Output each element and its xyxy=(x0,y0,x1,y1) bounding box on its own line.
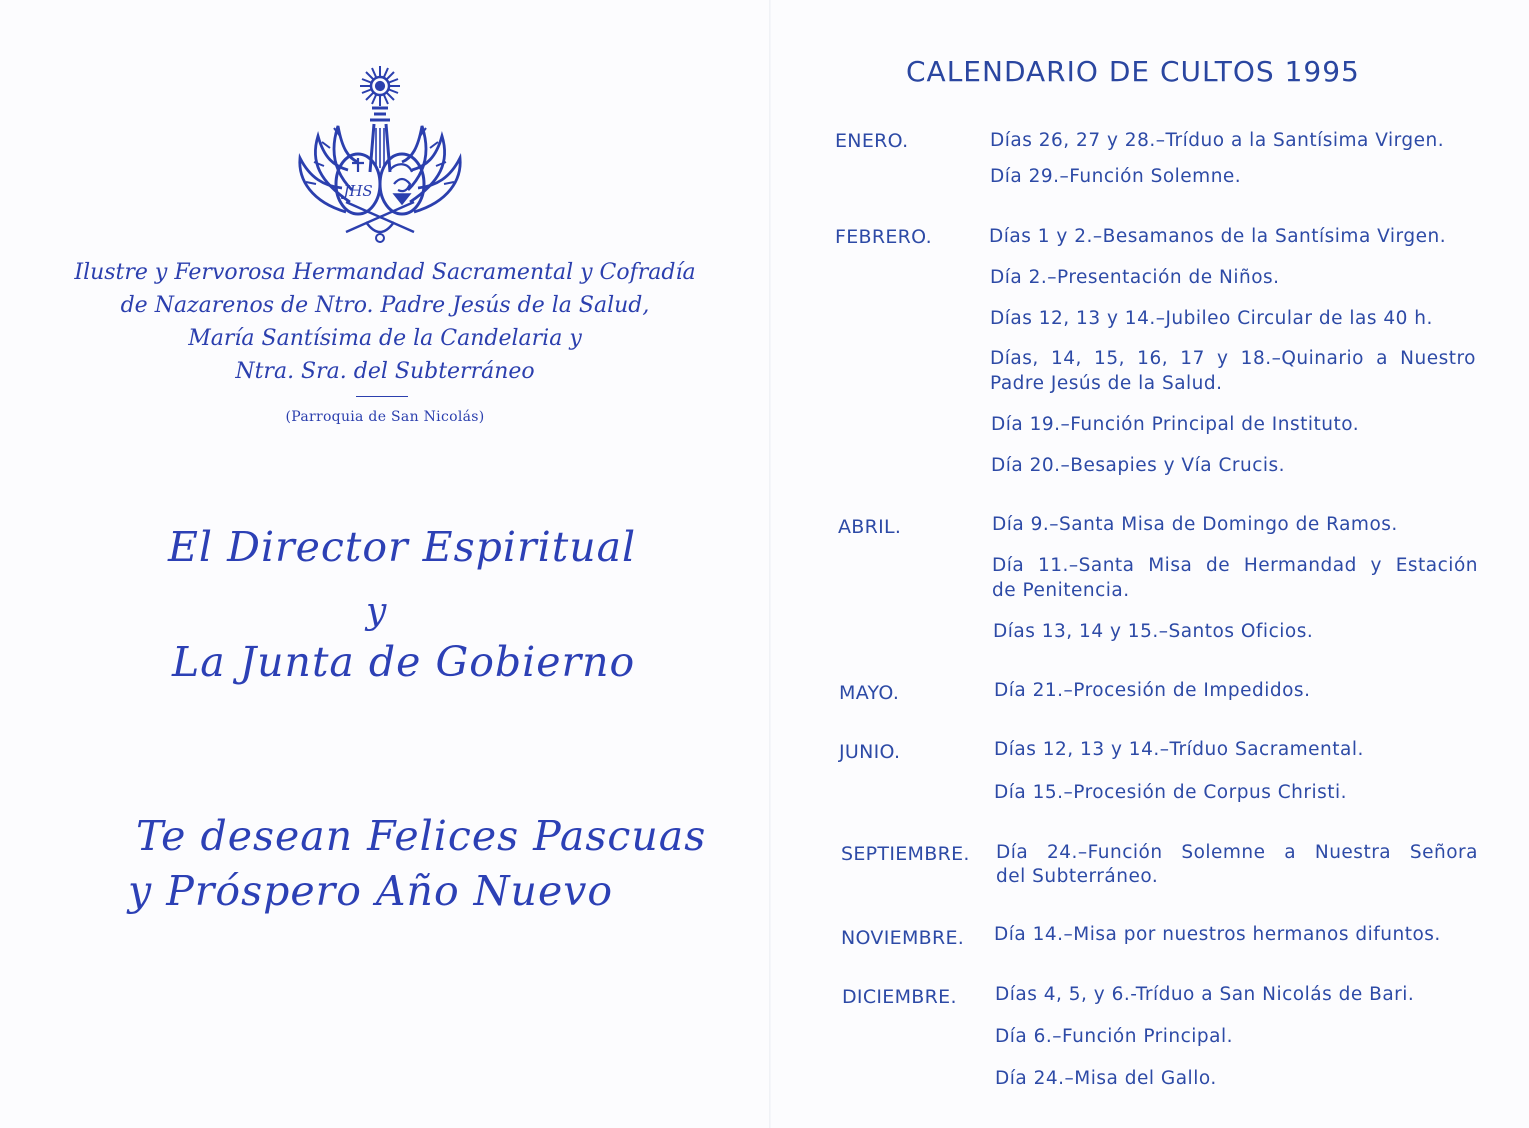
calendar-event: Días 13, 14 y 15.–Santos Oficios. xyxy=(993,621,1314,642)
calendar-event: Día 19.–Función Principal de Instituto. xyxy=(991,414,1360,435)
greeting-line: y xyxy=(366,591,388,632)
calendar-month: FEBRERO. xyxy=(835,226,933,248)
greeting-line: El Director Espiritual xyxy=(168,523,637,571)
calendar-event-continuation: Padre Jesús de la Salud. xyxy=(990,373,1223,394)
calendar-event: Día 20.–Besapies y Vía Crucis. xyxy=(991,455,1286,476)
brotherhood-name xyxy=(20,256,750,388)
calendar-event: Día 24.–Función Solemne a Nuestra Señora xyxy=(996,842,1478,863)
calendar-month: SEPTIEMBRE. xyxy=(841,843,970,865)
calendar-month: JUNIO. xyxy=(839,741,901,763)
greeting-line: y Próspero Año Nuevo xyxy=(128,867,614,915)
brotherhood-coat-of-arms-icon xyxy=(290,62,470,252)
divider xyxy=(356,396,408,397)
calendar-month: ENERO. xyxy=(835,130,909,152)
calendar-event: Días 4, 5, y 6.-Tríduo a San Nicolás de Bari. xyxy=(995,984,1415,1005)
calendar-month: ABRIL. xyxy=(838,516,902,538)
calendar-event: Día 11.–Santa Misa de Hermandad y Estación xyxy=(992,555,1478,576)
calendar-month: MAYO. xyxy=(839,682,900,704)
brotherhood-name-line: de Nazarenos de Ntro. Padre Jesús de la Salud, xyxy=(120,293,650,318)
calendar-event: Días 1 y 2.–Besamanos de la Santísima Virgen. xyxy=(989,226,1447,247)
calendar-event: Días 12, 13 y 14.–Tríduo Sacramental. xyxy=(994,739,1364,760)
calendar-event: Día 29.–Función Solemne. xyxy=(990,166,1242,187)
calendar-event: Día 2.–Presentación de Niños. xyxy=(990,267,1280,288)
page-fold xyxy=(769,0,771,1128)
brotherhood-name-line: María Santísima de la Candelaria y xyxy=(188,326,582,351)
parish-name: (Parroquia de San Nicolás) xyxy=(285,409,485,425)
calendar-event: Día 21.–Procesión de Impedidos. xyxy=(994,680,1311,701)
calendar-title: CALENDARIO DE CULTOS 1995 xyxy=(906,55,1360,88)
greeting-line: La Junta de Gobierno xyxy=(172,638,636,686)
brotherhood-name-line: Ilustre y Fervorosa Hermandad Sacramental y Cofradía xyxy=(74,260,696,285)
greeting-line: Te desean Felices Pascuas xyxy=(136,812,707,860)
calendar-event: Día 24.–Misa del Gallo. xyxy=(995,1068,1217,1089)
calendar-event-continuation: del Subterráneo. xyxy=(996,866,1159,887)
calendar-event: Día 15.–Procesión de Corpus Christi. xyxy=(994,782,1348,803)
calendar-event: Días 26, 27 y 28.–Tríduo a la Santísima Virgen. xyxy=(990,130,1445,151)
brotherhood-name-line: Ntra. Sra. del Subterráneo xyxy=(235,359,535,384)
calendar-event-continuation: de Penitencia. xyxy=(992,580,1130,601)
emblem-jhs-text: JHS xyxy=(343,182,373,200)
calendar-event: Día 14.–Misa por nuestros hermanos difuntos. xyxy=(994,924,1441,945)
calendar-event: Días 12, 13 y 14.–Jubileo Circular de las 40 h. xyxy=(990,308,1433,329)
calendar-month: DICIEMBRE. xyxy=(842,986,957,1008)
calendar-event: Día 6.–Función Principal. xyxy=(995,1026,1234,1047)
calendar-month: NOVIEMBRE. xyxy=(841,927,965,949)
calendar-event: Día 9.–Santa Misa de Domingo de Ramos. xyxy=(992,514,1398,535)
calendar-event: Días, 14, 15, 16, 17 y 18.–Quinario a Nuestro xyxy=(990,348,1476,369)
